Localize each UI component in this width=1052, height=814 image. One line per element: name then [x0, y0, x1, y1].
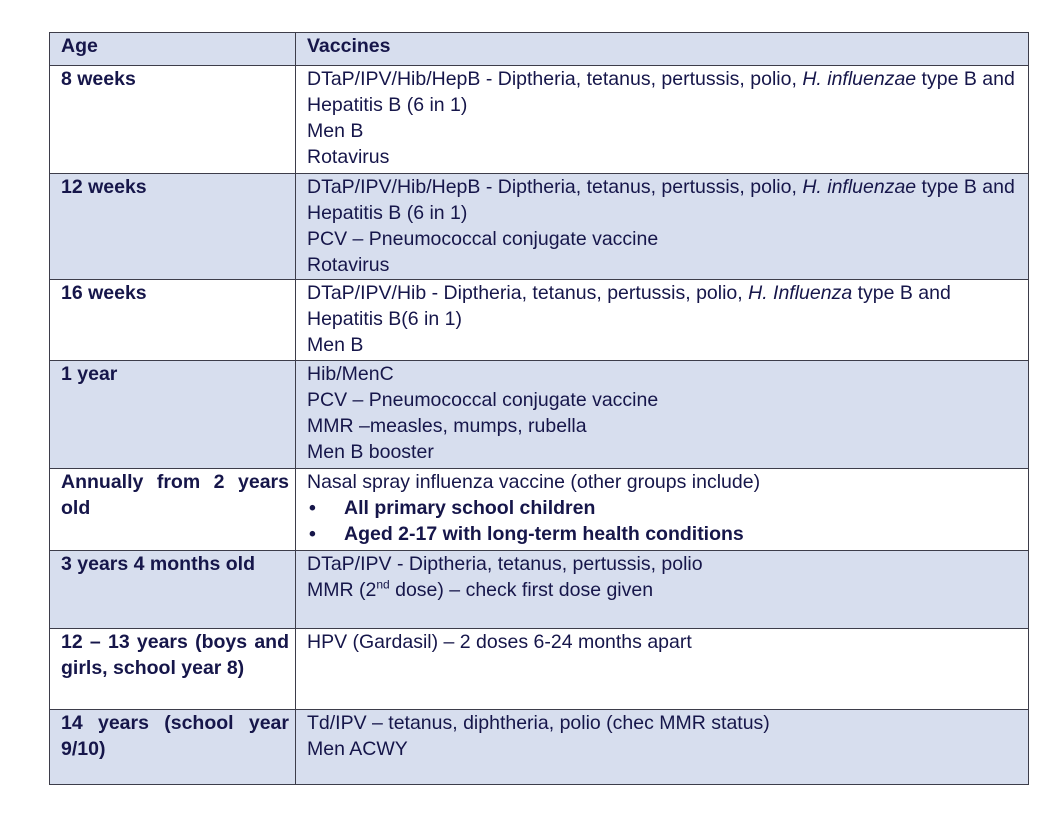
vaccine-line: PCV – Pneumococcal conjugate vaccine — [307, 389, 659, 411]
vaccines-cell — [296, 551, 1029, 629]
vaccines-cell — [296, 710, 1029, 785]
vaccine-line: Hib/MenC — [307, 363, 394, 385]
table-row — [50, 280, 1029, 361]
age-cell: 12 – 13 years (boys and girls, school year 8) — [50, 629, 296, 710]
vaccine-line: MMR (2nd dose) – check first dose given — [307, 577, 654, 601]
vaccine-line: Men B — [307, 120, 364, 142]
vaccine-line: DTaP/IPV/Hib - Diptheria, tetanus, pertussis, polio, H. Influenza type B and Hepatitis B(6 in 1) — [307, 282, 951, 330]
vaccine-line: Men B booster — [307, 441, 434, 463]
bullet-list — [307, 495, 1022, 547]
table-row — [50, 361, 1029, 469]
vaccine-line: PCV – Pneumococcal conjugate vaccine — [307, 228, 659, 250]
header-vaccines: Vaccines — [296, 33, 1029, 66]
table-row — [50, 551, 1029, 629]
table-row — [50, 710, 1029, 785]
age-cell: 3 years 4 months old — [50, 551, 296, 629]
table-row — [50, 629, 1029, 710]
vaccine-line: MMR –measles, mumps, rubella — [307, 415, 587, 437]
vaccine-line: DTaP/IPV/Hib/HepB - Diptheria, tetanus, pertussis, polio, H. influenzae type B and Hepatitis B (6 in 1) — [307, 176, 1015, 224]
age-cell: 14 years (school year 9/10) — [50, 710, 296, 785]
header-age: Age — [50, 33, 296, 66]
age-cell: 16 weeks — [50, 280, 296, 361]
vaccine-line: HPV (Gardasil) – 2 doses 6-24 months apart — [307, 631, 692, 653]
table-row — [50, 174, 1029, 280]
vaccine-line: Td/IPV – tetanus, diphtheria, polio (chec MMR status) — [307, 712, 770, 734]
vaccine-line: Nasal spray influenza vaccine (other groups include) — [307, 471, 761, 493]
vaccine-line: DTaP/IPV - Diptheria, tetanus, pertussis, polio — [307, 553, 703, 575]
vaccine-line: Men ACWY — [307, 738, 408, 760]
vaccines-cell — [296, 629, 1029, 710]
age-cell: Annually from 2 years old — [50, 469, 296, 551]
age-cell: 8 weeks — [50, 66, 296, 174]
age-cell: 1 year — [50, 361, 296, 469]
vaccines-cell — [296, 361, 1029, 469]
vaccine-line: Rotavirus — [307, 146, 390, 168]
list-item: • All primary school children — [307, 495, 1022, 521]
vaccine-line: DTaP/IPV/Hib/HepB - Diptheria, tetanus, pertussis, polio, H. influenzae type B and Hepatitis B (6 in 1) — [307, 68, 1015, 116]
vaccine-line: Rotavirus — [307, 254, 390, 276]
vaccines-cell — [296, 66, 1029, 174]
table-header-row — [50, 33, 1029, 66]
vaccines-cell — [296, 174, 1029, 280]
age-cell: 12 weeks — [50, 174, 296, 280]
vaccination-schedule-table — [49, 32, 1029, 785]
table-row — [50, 469, 1029, 551]
list-item: • Aged 2-17 with long-term health conditions — [307, 521, 1022, 547]
vaccines-cell — [296, 469, 1029, 551]
vaccines-cell — [296, 280, 1029, 361]
vaccine-line: Men B — [307, 334, 364, 356]
table-row — [50, 66, 1029, 174]
